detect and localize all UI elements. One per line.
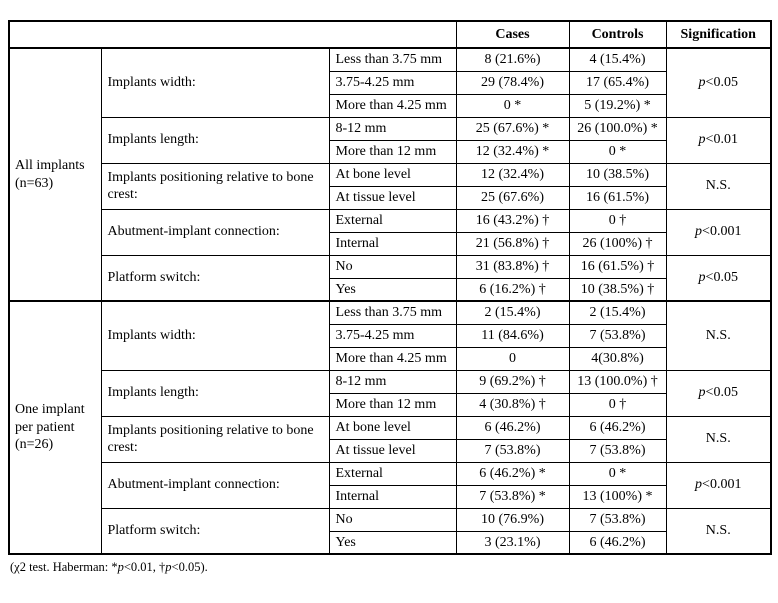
subcategory-cell: At tissue level xyxy=(329,439,456,462)
subcategory-cell: External xyxy=(329,209,456,232)
subcategory-cell: More than 12 mm xyxy=(329,393,456,416)
subcategory-cell: Less than 3.75 mm xyxy=(329,48,456,71)
cases-cell: 21 (56.8%) † xyxy=(456,232,569,255)
cases-cell: 25 (67.6%) xyxy=(456,186,569,209)
header-row xyxy=(9,21,771,48)
controls-cell: 16 (61.5%) † xyxy=(569,255,666,278)
controls-cell: 7 (53.8%) xyxy=(569,508,666,531)
results-table xyxy=(8,20,772,555)
cases-cell: 12 (32.4%) xyxy=(456,163,569,186)
category-cell: Platform switch: xyxy=(101,508,329,554)
cases-cell: 31 (83.8%) † xyxy=(456,255,569,278)
cases-cell: 0 xyxy=(456,347,569,370)
controls-cell: 6 (46.2%) xyxy=(569,416,666,439)
cases-cell: 6 (46.2%) xyxy=(456,416,569,439)
subcategory-cell: 8-12 mm xyxy=(329,370,456,393)
cases-cell: 12 (32.4%) * xyxy=(456,140,569,163)
cases-cell: 4 (30.8%) † xyxy=(456,393,569,416)
subcategory-cell: No xyxy=(329,508,456,531)
sig-cell: p<0.05 xyxy=(666,255,771,301)
subcategory-cell: At tissue level xyxy=(329,186,456,209)
sig-cell: p<0.001 xyxy=(666,462,771,508)
subcategory-cell: 3.75-4.25 mm xyxy=(329,324,456,347)
table-row xyxy=(9,117,771,140)
controls-cell: 0 † xyxy=(569,393,666,416)
table-row xyxy=(9,508,771,531)
sig-cell: p<0.001 xyxy=(666,209,771,255)
cases-cell: 10 (76.9%) xyxy=(456,508,569,531)
header-empty-cell xyxy=(9,21,456,48)
category-cell: Implants width: xyxy=(101,48,329,117)
category-cell: Implants length: xyxy=(101,117,329,163)
sig-cell: N.S. xyxy=(666,163,771,209)
cases-cell: 6 (16.2%) † xyxy=(456,278,569,301)
category-cell: Implants length: xyxy=(101,370,329,416)
controls-cell: 4(30.8%) xyxy=(569,347,666,370)
table-row xyxy=(9,416,771,439)
subcategory-cell: More than 12 mm xyxy=(329,140,456,163)
subcategory-cell: Yes xyxy=(329,531,456,554)
controls-cell: 7 (53.8%) xyxy=(569,439,666,462)
subcategory-cell: 3.75-4.25 mm xyxy=(329,71,456,94)
sig-cell: N.S. xyxy=(666,301,771,370)
subcategory-cell: Less than 3.75 mm xyxy=(329,301,456,324)
subcategory-cell: External xyxy=(329,462,456,485)
sig-cell: p<0.05 xyxy=(666,48,771,117)
header-controls: Controls xyxy=(569,21,666,48)
category-cell: Abutment-implant connection: xyxy=(101,209,329,255)
subcategory-cell: Internal xyxy=(329,485,456,508)
controls-cell: 7 (53.8%) xyxy=(569,324,666,347)
cases-cell: 8 (21.6%) xyxy=(456,48,569,71)
cases-cell: 6 (46.2%) * xyxy=(456,462,569,485)
cases-cell: 0 * xyxy=(456,94,569,117)
controls-cell: 17 (65.4%) xyxy=(569,71,666,94)
subcategory-cell: More than 4.25 mm xyxy=(329,347,456,370)
controls-cell: 2 (15.4%) xyxy=(569,301,666,324)
header-cases: Cases xyxy=(456,21,569,48)
controls-cell: 10 (38.5%) † xyxy=(569,278,666,301)
controls-cell: 13 (100.0%) † xyxy=(569,370,666,393)
footnote: (χ2 test. Haberman: *p<0.01, †p<0.05). xyxy=(10,560,208,574)
table-row xyxy=(9,370,771,393)
table-row xyxy=(9,301,771,324)
cases-cell: 25 (67.6%) * xyxy=(456,117,569,140)
cases-cell: 3 (23.1%) xyxy=(456,531,569,554)
table-row xyxy=(9,462,771,485)
sig-cell: p<0.05 xyxy=(666,370,771,416)
cases-cell: 7 (53.8%) * xyxy=(456,485,569,508)
table-row xyxy=(9,163,771,186)
controls-cell: 6 (46.2%) xyxy=(569,531,666,554)
category-cell: Implants width: xyxy=(101,301,329,370)
group-cell: All implants (n=63) xyxy=(9,48,101,301)
cases-cell: 2 (15.4%) xyxy=(456,301,569,324)
header-signification: Signification xyxy=(666,21,771,48)
subcategory-cell: 8-12 mm xyxy=(329,117,456,140)
subcategory-cell: Yes xyxy=(329,278,456,301)
sig-cell: N.S. xyxy=(666,416,771,462)
controls-cell: 0 * xyxy=(569,462,666,485)
table-row xyxy=(9,48,771,71)
category-cell: Abutment-implant connection: xyxy=(101,462,329,508)
subcategory-cell: No xyxy=(329,255,456,278)
controls-cell: 16 (61.5%) xyxy=(569,186,666,209)
cases-cell: 7 (53.8%) xyxy=(456,439,569,462)
controls-cell: 0 * xyxy=(569,140,666,163)
cases-cell: 29 (78.4%) xyxy=(456,71,569,94)
subcategory-cell: At bone level xyxy=(329,416,456,439)
sig-cell: N.S. xyxy=(666,508,771,554)
category-cell: Implants positioning relative to bone crest: xyxy=(101,416,329,462)
category-cell: Platform switch: xyxy=(101,255,329,301)
group-cell: One implant per patient (n=26) xyxy=(9,301,101,554)
subcategory-cell: More than 4.25 mm xyxy=(329,94,456,117)
controls-cell: 0 † xyxy=(569,209,666,232)
cases-cell: 11 (84.6%) xyxy=(456,324,569,347)
controls-cell: 4 (15.4%) xyxy=(569,48,666,71)
controls-cell: 26 (100%) † xyxy=(569,232,666,255)
controls-cell: 10 (38.5%) xyxy=(569,163,666,186)
category-cell: Implants positioning relative to bone crest: xyxy=(101,163,329,209)
controls-cell: 13 (100%) * xyxy=(569,485,666,508)
sig-cell: p<0.01 xyxy=(666,117,771,163)
subcategory-cell: At bone level xyxy=(329,163,456,186)
cases-cell: 16 (43.2%) † xyxy=(456,209,569,232)
cases-cell: 9 (69.2%) † xyxy=(456,370,569,393)
table-row xyxy=(9,209,771,232)
subcategory-cell: Internal xyxy=(329,232,456,255)
controls-cell: 26 (100.0%) * xyxy=(569,117,666,140)
controls-cell: 5 (19.2%) * xyxy=(569,94,666,117)
table-row xyxy=(9,255,771,278)
